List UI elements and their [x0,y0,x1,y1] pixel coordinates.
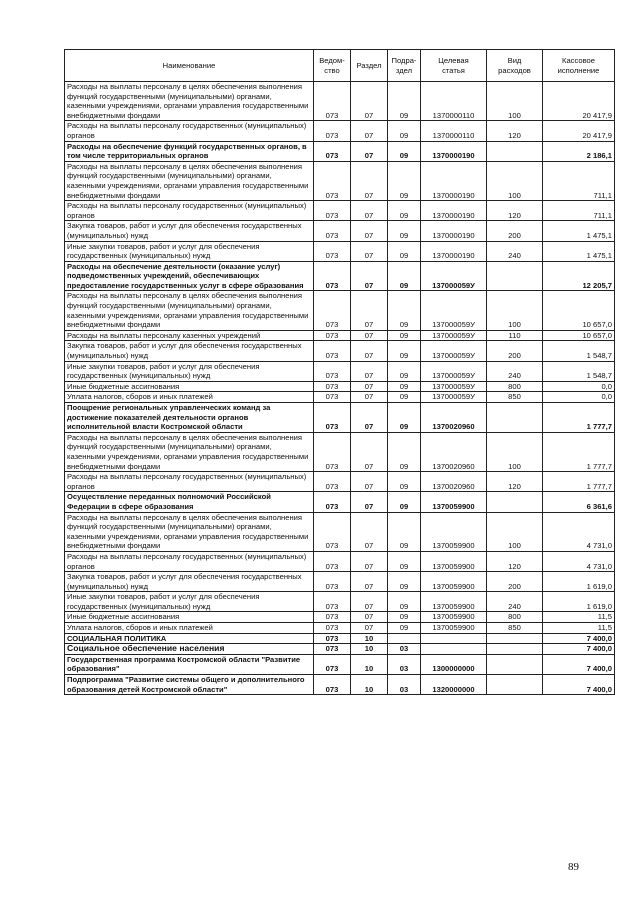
cell-dept: 073 [314,161,351,200]
cell-amount: 711,1 [543,161,615,200]
cell-expense [487,633,543,644]
cell-amount: 711,1 [543,201,615,221]
cell-subsection: 09 [388,330,421,341]
cell-dept: 073 [314,361,351,381]
cell-expense: 800 [487,612,543,623]
cell-amount: 7 400,0 [543,644,615,655]
cell-subsection: 09 [388,141,421,161]
cell-subsection [388,633,421,644]
cell-subsection: 09 [388,121,421,141]
cell-name: Уплата налогов, сборов и иных платежей [65,623,314,634]
cell-name: Подпрограмма "Развитие системы общего и дополнительного образования детей Костромской области" [65,675,314,695]
header-name: Наименование [65,50,314,82]
cell-target [421,644,487,655]
cell-target: 137000059У [421,341,487,361]
cell-name: Осуществление переданных полномочий Российской Федерации в сфере образования [65,492,314,512]
cell-section: 07 [351,141,388,161]
cell-section: 07 [351,82,388,121]
cell-expense: 110 [487,330,543,341]
cell-target: 1370059900 [421,623,487,634]
cell-subsection: 09 [388,572,421,592]
cell-dept: 073 [314,201,351,221]
cell-dept: 073 [314,82,351,121]
table-row [65,161,615,200]
cell-dept: 073 [314,633,351,644]
cell-section: 07 [351,512,388,551]
cell-section: 07 [351,592,388,612]
cell-dept: 073 [314,221,351,241]
cell-target: 1370059900 [421,612,487,623]
cell-target: 1370020960 [421,403,487,433]
table-row [65,492,615,512]
cell-amount: 0,0 [543,392,615,403]
cell-target: 1370059900 [421,592,487,612]
cell-amount: 4 731,0 [543,551,615,571]
cell-amount: 1 619,0 [543,572,615,592]
cell-subsection: 09 [388,472,421,492]
table-row [65,675,615,695]
table-row [65,403,615,433]
cell-name: Расходы на обеспечение деятельности (оказание услуг) подведомственных учреждений, обеспечивающих предоставление государственных услуг в сфере образования [65,261,314,291]
cell-amount: 7 400,0 [543,633,615,644]
cell-expense: 240 [487,592,543,612]
cell-target: 1370059900 [421,492,487,512]
header-expense: Вид расходов [487,50,543,82]
table-row [65,381,615,392]
cell-name: Расходы на выплаты персоналу в целях обеспечения выполнения функций государственными (муниципальными) органами, казенными учреждениями, органами управления государственными внебюджетными фондами [65,291,314,330]
cell-section: 10 [351,633,388,644]
table-row [65,432,615,471]
cell-dept: 073 [314,330,351,341]
cell-target: 137000059У [421,392,487,403]
cell-name: Иные бюджетные ассигнования [65,381,314,392]
table-row [65,82,615,121]
cell-expense: 850 [487,392,543,403]
cell-dept: 073 [314,121,351,141]
cell-amount: 4 731,0 [543,512,615,551]
cell-section: 07 [351,161,388,200]
cell-expense: 120 [487,551,543,571]
cell-section: 07 [351,261,388,291]
page-number: 89 [568,861,579,873]
cell-dept: 073 [314,612,351,623]
cell-target: 1370059900 [421,551,487,571]
cell-section: 07 [351,381,388,392]
cell-dept: 073 [314,241,351,261]
cell-dept: 073 [314,675,351,695]
table-row [65,472,615,492]
cell-amount: 6 361,6 [543,492,615,512]
table-body [65,82,615,695]
cell-expense: 240 [487,241,543,261]
cell-name: Расходы на выплаты персоналу государственных (муниципальных) органов [65,121,314,141]
cell-amount: 1 777,7 [543,432,615,471]
cell-expense: 200 [487,221,543,241]
table-row [65,201,615,221]
cell-expense: 100 [487,432,543,471]
cell-subsection: 09 [388,492,421,512]
cell-name: Расходы на выплаты персоналу в целях обеспечения выполнения функций государственными (муниципальными) органами, казенными учреждениями, органами управления государственными внебюджетными фондами [65,512,314,551]
cell-target: 1370020960 [421,472,487,492]
cell-section: 07 [351,201,388,221]
header-subsection: Подра- здел [388,50,421,82]
cell-section: 07 [351,623,388,634]
cell-name: Поощрение региональных управленческих команд за достижение показателей деятельности органов исполнительной власти Костромской области [65,403,314,433]
cell-dept: 073 [314,291,351,330]
cell-expense [487,141,543,161]
cell-target: 1300000000 [421,654,487,674]
cell-dept: 073 [314,472,351,492]
table-row [65,121,615,141]
cell-subsection: 09 [388,361,421,381]
cell-dept: 073 [314,261,351,291]
table-row [65,612,615,623]
header-amount: Кассовое исполнение [543,50,615,82]
cell-name: Закупка товаров, работ и услуг для обеспечения государственных (муниципальных) нужд [65,341,314,361]
cell-dept: 073 [314,592,351,612]
header-target: Целевая статья [421,50,487,82]
cell-name: Расходы на выплаты персоналу в целях обеспечения выполнения функций государственными (муниципальными) органами, казенными учреждениями, органами управления государственными внебюджетными фондами [65,82,314,121]
cell-subsection: 03 [388,644,421,655]
cell-dept: 073 [314,512,351,551]
table-row [65,392,615,403]
cell-subsection: 09 [388,201,421,221]
cell-expense: 100 [487,161,543,200]
cell-name: Иные закупки товаров, работ и услуг для обеспечения государственных (муниципальных) нужд [65,592,314,612]
header-section: Раздел [351,50,388,82]
cell-name: Закупка товаров, работ и услуг для обеспечения государственных (муниципальных) нужд [65,221,314,241]
cell-subsection: 09 [388,551,421,571]
cell-subsection: 09 [388,512,421,551]
cell-amount: 11,5 [543,623,615,634]
table-row [65,633,615,644]
cell-target: 1370000190 [421,241,487,261]
cell-name: Расходы на обеспечение функций государственных органов, в том числе территориальных органов [65,141,314,161]
cell-section: 10 [351,644,388,655]
cell-dept: 073 [314,381,351,392]
cell-target: 1370059900 [421,572,487,592]
cell-section: 07 [351,492,388,512]
cell-section: 07 [351,241,388,261]
table-row [65,592,615,612]
cell-amount: 10 657,0 [543,330,615,341]
cell-name: Иные закупки товаров, работ и услуг для обеспечения государственных (муниципальных) нужд [65,361,314,381]
cell-expense: 200 [487,341,543,361]
cell-target: 1370000110 [421,82,487,121]
cell-amount: 1 777,7 [543,472,615,492]
cell-target [421,633,487,644]
cell-target: 1370000110 [421,121,487,141]
cell-name: Расходы на выплаты персоналу государственных (муниципальных) органов [65,201,314,221]
cell-section: 07 [351,121,388,141]
cell-subsection: 09 [388,592,421,612]
cell-section: 07 [351,472,388,492]
cell-name: Уплата налогов, сборов и иных платежей [65,392,314,403]
cell-expense: 100 [487,82,543,121]
table-row [65,654,615,674]
table-row [65,623,615,634]
cell-subsection: 09 [388,291,421,330]
cell-expense [487,644,543,655]
cell-dept: 073 [314,551,351,571]
cell-name: Расходы на выплаты персоналу казенных учреждений [65,330,314,341]
cell-expense: 850 [487,623,543,634]
cell-amount: 2 186,1 [543,141,615,161]
cell-amount: 11,5 [543,612,615,623]
budget-table [64,49,615,695]
cell-subsection: 09 [388,432,421,471]
cell-amount: 0,0 [543,381,615,392]
cell-expense: 100 [487,512,543,551]
cell-expense: 100 [487,291,543,330]
cell-dept: 073 [314,392,351,403]
cell-section: 07 [351,341,388,361]
cell-target: 1370059900 [421,512,487,551]
cell-section: 07 [351,572,388,592]
cell-amount: 1 548,7 [543,361,615,381]
cell-target: 1320000000 [421,675,487,695]
cell-target: 1370020960 [421,432,487,471]
cell-target: 137000059У [421,381,487,392]
cell-section: 07 [351,403,388,433]
cell-name: Расходы на выплаты персоналу в целях обеспечения выполнения функций государственными (муниципальными) органами, казенными учреждениями, органами управления государственными внебюджетными фондами [65,161,314,200]
table-row [65,551,615,571]
cell-name: Расходы на выплаты персоналу государственных (муниципальных) органов [65,551,314,571]
cell-amount: 10 657,0 [543,291,615,330]
table-row [65,572,615,592]
table-row [65,261,615,291]
cell-target: 1370000190 [421,141,487,161]
cell-target: 137000059У [421,330,487,341]
cell-expense [487,654,543,674]
cell-expense [487,261,543,291]
cell-subsection: 09 [388,261,421,291]
cell-name: Расходы на выплаты персоналу государственных (муниципальных) органов [65,472,314,492]
table-row [65,644,615,655]
cell-subsection: 09 [388,82,421,121]
cell-section: 07 [351,432,388,471]
table-row [65,141,615,161]
cell-dept: 073 [314,654,351,674]
table-row [65,512,615,551]
cell-amount: 1 619,0 [543,592,615,612]
cell-section: 07 [351,551,388,571]
cell-amount: 7 400,0 [543,654,615,674]
cell-expense [487,403,543,433]
cell-dept: 073 [314,403,351,433]
cell-name: Закупка товаров, работ и услуг для обеспечения государственных (муниципальных) нужд [65,572,314,592]
cell-target: 137000059У [421,361,487,381]
cell-expense: 800 [487,381,543,392]
cell-section: 07 [351,330,388,341]
cell-dept: 073 [314,141,351,161]
cell-subsection: 09 [388,623,421,634]
cell-target: 1370000190 [421,201,487,221]
cell-expense: 120 [487,201,543,221]
table-row [65,291,615,330]
table-row [65,241,615,261]
cell-name: Иные закупки товаров, работ и услуг для обеспечения государственных (муниципальных) нужд [65,241,314,261]
cell-dept: 073 [314,432,351,471]
cell-expense: 120 [487,472,543,492]
cell-subsection: 09 [388,381,421,392]
table-row [65,341,615,361]
cell-subsection: 03 [388,654,421,674]
cell-subsection: 09 [388,612,421,623]
cell-amount: 7 400,0 [543,675,615,695]
cell-subsection: 09 [388,241,421,261]
cell-dept: 073 [314,623,351,634]
cell-section: 07 [351,361,388,381]
cell-section: 07 [351,291,388,330]
header-dept: Ведом- ство [314,50,351,82]
cell-subsection: 09 [388,403,421,433]
cell-amount: 20 417,9 [543,82,615,121]
cell-name: Расходы на выплаты персоналу в целях обеспечения выполнения функций государственными (муниципальными) органами, казенными учреждениями, органами управления государственными внебюджетными фондами [65,432,314,471]
table-row [65,330,615,341]
cell-name: СОЦИАЛЬНАЯ ПОЛИТИКА [65,633,314,644]
cell-target: 1370000190 [421,221,487,241]
cell-section: 10 [351,654,388,674]
cell-dept: 073 [314,341,351,361]
cell-dept: 073 [314,572,351,592]
cell-expense: 240 [487,361,543,381]
cell-expense [487,492,543,512]
cell-target: 1370000190 [421,161,487,200]
cell-expense: 120 [487,121,543,141]
cell-name: Социальное обеспечение населения [65,644,314,655]
cell-amount: 1 475,1 [543,241,615,261]
cell-target: 137000059У [421,291,487,330]
cell-subsection: 09 [388,161,421,200]
cell-name: Иные бюджетные ассигнования [65,612,314,623]
cell-section: 10 [351,675,388,695]
table-header-row [65,50,615,82]
cell-subsection: 09 [388,341,421,361]
cell-amount: 1 548,7 [543,341,615,361]
cell-amount: 20 417,9 [543,121,615,141]
cell-expense: 200 [487,572,543,592]
cell-dept: 073 [314,492,351,512]
cell-section: 07 [351,392,388,403]
cell-amount: 1 777,7 [543,403,615,433]
cell-section: 07 [351,221,388,241]
cell-amount: 1 475,1 [543,221,615,241]
cell-expense [487,675,543,695]
table-row [65,221,615,241]
table-row [65,361,615,381]
cell-subsection: 09 [388,392,421,403]
cell-subsection: 09 [388,221,421,241]
cell-target: 137000059У [421,261,487,291]
cell-amount: 12 205,7 [543,261,615,291]
cell-name: Государственная программа Костромской области "Развитие образования" [65,654,314,674]
cell-subsection: 03 [388,675,421,695]
cell-section: 07 [351,612,388,623]
cell-dept: 073 [314,644,351,655]
